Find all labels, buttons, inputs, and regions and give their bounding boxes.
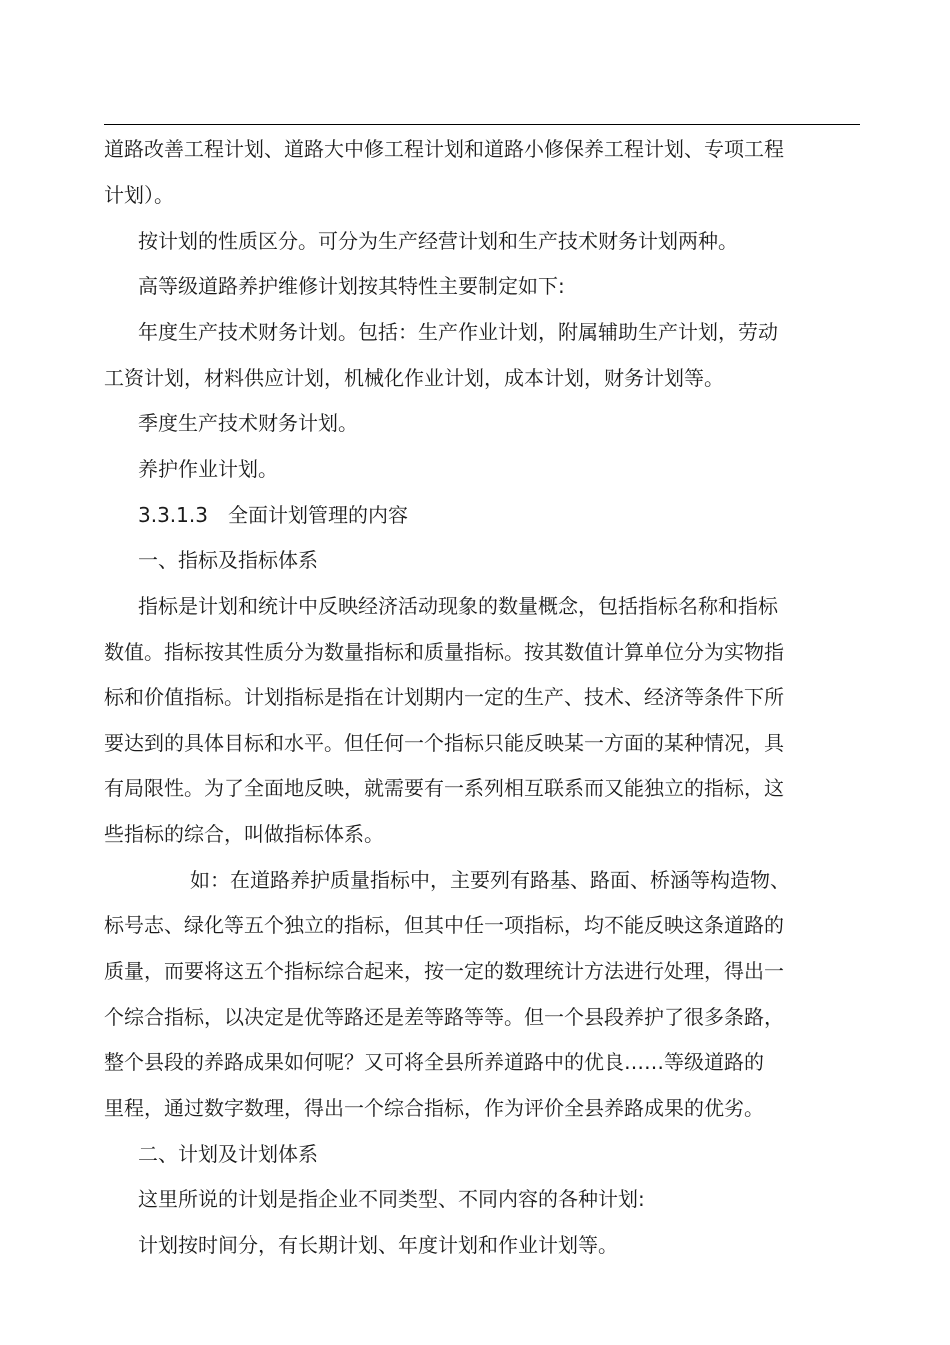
body-line: 整个县段的养路成果如何呢？又可将全县所养道路中的优良……等级道路的 xyxy=(104,1050,764,1074)
body-line: 里程，通过数字数理，得出一个综合指标，作为评价全县养路成果的优劣。 xyxy=(104,1096,764,1120)
body-line: 这里所说的计划是指企业不同类型、不同内容的各种计划: xyxy=(138,1187,645,1211)
body-line: 质量，而要将这五个指标综合起来，按一定的数理统计方法进行处理，得出一 xyxy=(104,959,784,983)
body-line: 标号志、绿化等五个独立的指标，但其中任一项指标，均不能反映这条道路的 xyxy=(104,913,784,937)
body-line: 年度生产技术财务计划。包括：生产作业计划，附属辅助生产计划，劳动 xyxy=(138,320,778,344)
body-line: 计划按时间分，有长期计划、年度计划和作业计划等。 xyxy=(138,1233,618,1257)
body-line: 数值。指标按其性质分为数量指标和质量指标。按其数值计算单位分为实物指 xyxy=(104,640,784,664)
section-heading: 3.3.1.3 全面计划管理的内容 xyxy=(138,503,408,527)
body-line: 个综合指标，以决定是优等路还是差等路等等。但一个县段养护了很多条路， xyxy=(104,1005,784,1029)
body-line: 指标是计划和统计中反映经济活动现象的数量概念，包括指标名称和指标 xyxy=(138,594,778,618)
body-line: 计划）。 xyxy=(104,183,174,207)
body-line: 有局限性。为了全面地反映，就需要有一系列相互联系而又能独立的指标，这 xyxy=(104,776,784,800)
body-line: 工资计划，材料供应计划，机械化作业计划，成本计划，财务计划等。 xyxy=(104,366,724,390)
subsection-heading: 二、计划及计划体系 xyxy=(138,1142,318,1166)
subsection-heading: 一、指标及指标体系 xyxy=(138,548,318,572)
header-rule xyxy=(104,124,860,125)
body-line: 道路改善工程计划、道路大中修工程计划和道路小修保养工程计划、专项工程 xyxy=(104,137,784,161)
body-line: 些指标的综合，叫做指标体系。 xyxy=(104,822,384,846)
body-line: 要达到的具体目标和水平。但任何一个指标只能反映某一方面的某种情况，具 xyxy=(104,731,784,755)
body-line: 按计划的性质区分。可分为生产经营计划和生产技术财务计划两种。 xyxy=(138,229,738,253)
body-line: 如：在道路养护质量指标中，主要列有路基、路面、桥涵等构造物、 xyxy=(190,868,790,892)
body-line: 养护作业计划。 xyxy=(138,457,278,481)
body-line: 标和价值指标。计划指标是指在计划期内一定的生产、技术、经济等条件下所 xyxy=(104,685,784,709)
body-line: 高等级道路养护维修计划按其特性主要制定如下: xyxy=(138,274,565,298)
body-line: 季度生产技术财务计划。 xyxy=(138,411,358,435)
